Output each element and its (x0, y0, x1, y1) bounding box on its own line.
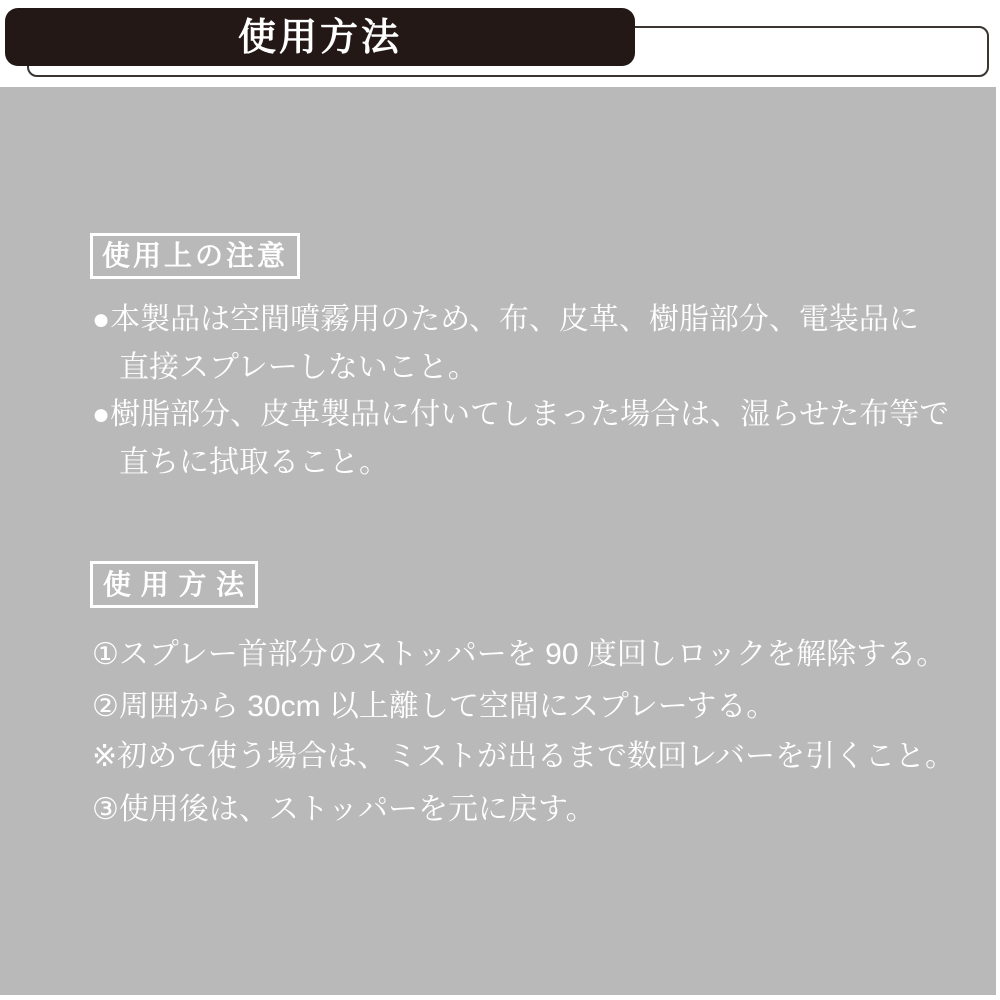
usage-step-1 (92, 631, 946, 679)
caution-bullet-2-text: 樹脂部分、皮革製品に付いてしまった場合は、湿らせた布等で (110, 398, 950, 431)
header-banner (5, 8, 635, 66)
circled-two-icon: ② (92, 690, 119, 723)
bullet-dot-icon: ● (92, 303, 111, 336)
caution-bullet-1-line-1 (92, 296, 919, 344)
reference-mark-icon: ※ (92, 740, 118, 773)
usage-step-1-text: スプレー首部分のストッパーを 90 度回しロックを解除する。 (118, 638, 947, 671)
caution-bullet-1-text: 本製品は空間噴霧用のため、布、皮革、樹脂部分、電装品に (110, 303, 919, 336)
caution-bullet-1 (92, 296, 919, 392)
caution-bullet-1-line-2: 直接スプレーしないこと。 (119, 351, 478, 384)
content-panel (0, 87, 996, 995)
caution-bullet-2-line-2: 直ちに拭取ること。 (119, 446, 389, 479)
caution-section-heading: 使用上の注意 (90, 233, 300, 279)
usage-step-3-text: 使用後は、ストッパーを元に戻す。 (118, 793, 596, 826)
page-title: 使用方法 (237, 17, 402, 59)
usage-note-text: 初めて使う場合は、ミストが出るまで数回レバーを引くこと。 (117, 740, 956, 773)
bullet-dot-icon: ● (92, 398, 111, 431)
usage-section-heading: 使 用 方 法 (90, 561, 258, 608)
caution-bullet-2-line-1 (92, 391, 949, 439)
usage-note (92, 733, 955, 781)
circled-three-icon: ③ (92, 793, 119, 826)
usage-step-2 (92, 683, 776, 731)
usage-step-2-text: 周囲から 30cm 以上離して空間にスプレーする。 (118, 690, 777, 723)
usage-step-3 (92, 786, 596, 834)
circled-one-icon: ① (92, 638, 119, 671)
caution-bullet-2 (92, 391, 949, 487)
